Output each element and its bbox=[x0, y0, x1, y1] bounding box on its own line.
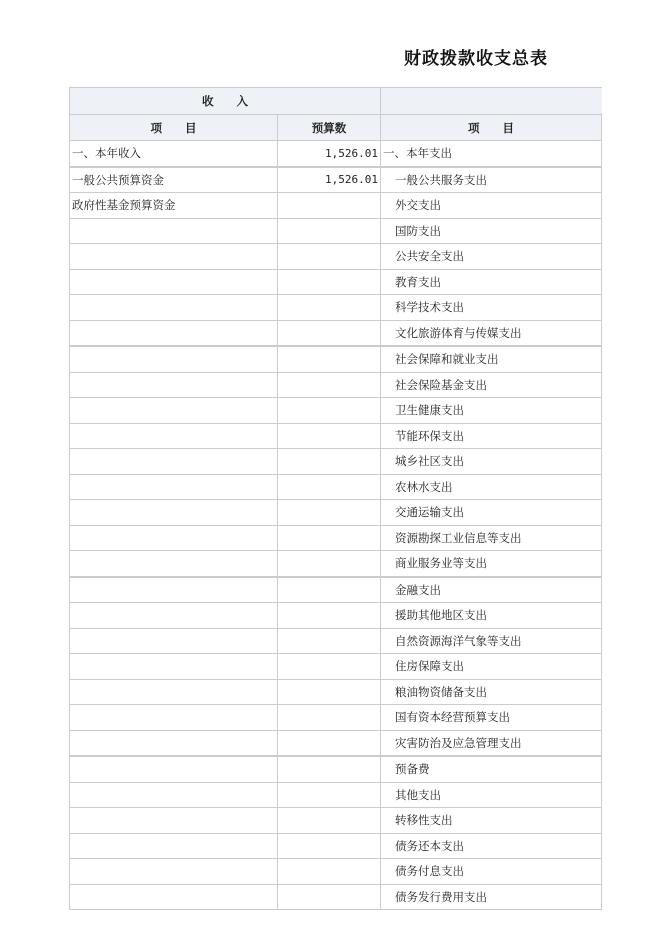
expense-item-cell: 商业服务业等支出 bbox=[381, 551, 602, 577]
table-row bbox=[70, 577, 602, 603]
income-group-header: 收 入 bbox=[70, 88, 381, 115]
income-item-cell bbox=[70, 730, 278, 756]
income-item-cell: 一般公共预算资金 bbox=[70, 167, 278, 193]
income-item-cell bbox=[70, 474, 278, 500]
expense-item-cell: 科学技术支出 bbox=[381, 295, 602, 321]
col-budget-header: 预算数 bbox=[278, 115, 381, 141]
budget-amount-cell: 1,526.01 bbox=[278, 141, 381, 167]
budget-amount-cell bbox=[278, 244, 381, 270]
expense-item-cell: 灾害防治及应急管理支出 bbox=[381, 730, 602, 756]
expense-item-cell: 其他支出 bbox=[381, 782, 602, 808]
budget-amount-cell bbox=[278, 449, 381, 475]
table-row bbox=[70, 141, 602, 167]
table-row bbox=[70, 808, 602, 834]
expense-item-cell: 金融支出 bbox=[381, 577, 602, 603]
table-row bbox=[70, 320, 602, 346]
income-item-cell bbox=[70, 628, 278, 654]
budget-amount-cell bbox=[278, 577, 381, 603]
expense-item-cell: 债务还本支出 bbox=[381, 833, 602, 859]
expense-item-cell: 文化旅游体育与传媒支出 bbox=[381, 320, 602, 346]
expense-item-cell: 国有资本经营预算支出 bbox=[381, 705, 602, 731]
income-item-cell bbox=[70, 679, 278, 705]
table-row bbox=[70, 679, 602, 705]
income-item-cell bbox=[70, 500, 278, 526]
table-row bbox=[70, 500, 602, 526]
income-item-cell bbox=[70, 603, 278, 629]
expense-item-cell: 援助其他地区支出 bbox=[381, 603, 602, 629]
income-item-cell bbox=[70, 756, 278, 782]
table-row bbox=[70, 193, 602, 219]
income-item-cell bbox=[70, 346, 278, 372]
income-item-cell bbox=[70, 218, 278, 244]
budget-amount-cell bbox=[278, 603, 381, 629]
budget-amount-cell bbox=[278, 808, 381, 834]
budget-amount-cell bbox=[278, 269, 381, 295]
income-item-cell bbox=[70, 884, 278, 910]
budget-amount-cell bbox=[278, 320, 381, 346]
expense-item-cell: 住房保障支出 bbox=[381, 654, 602, 680]
expense-item-cell: 农林水支出 bbox=[381, 474, 602, 500]
table-row bbox=[70, 525, 602, 551]
header-row-group bbox=[70, 88, 602, 115]
col-item-expense-header: 项 目 bbox=[381, 115, 602, 141]
table-row bbox=[70, 603, 602, 629]
expense-item-cell: 转移性支出 bbox=[381, 808, 602, 834]
income-item-cell bbox=[70, 577, 278, 603]
income-item-cell bbox=[70, 398, 278, 424]
expense-group-header bbox=[381, 88, 602, 115]
budget-amount-cell bbox=[278, 782, 381, 808]
budget-amount-cell bbox=[278, 193, 381, 219]
budget-amount-cell bbox=[278, 346, 381, 372]
budget-amount-cell bbox=[278, 474, 381, 500]
table-row bbox=[70, 884, 602, 910]
expense-item-cell: 国防支出 bbox=[381, 218, 602, 244]
budget-amount-cell bbox=[278, 628, 381, 654]
table-row bbox=[70, 269, 602, 295]
expense-item-cell: 粮油物资储备支出 bbox=[381, 679, 602, 705]
table-row bbox=[70, 372, 602, 398]
expense-item-cell: 一、本年支出 bbox=[381, 141, 602, 167]
table-row bbox=[70, 167, 602, 193]
income-item-cell bbox=[70, 320, 278, 346]
income-item-cell bbox=[70, 654, 278, 680]
table-row bbox=[70, 756, 602, 782]
income-item-cell bbox=[70, 859, 278, 885]
table-row bbox=[70, 474, 602, 500]
expense-item-cell: 交通运输支出 bbox=[381, 500, 602, 526]
income-item-cell bbox=[70, 269, 278, 295]
income-item-cell bbox=[70, 808, 278, 834]
budget-amount-cell bbox=[278, 372, 381, 398]
income-item-cell bbox=[70, 551, 278, 577]
expense-item-cell: 预备费 bbox=[381, 756, 602, 782]
budget-amount-cell bbox=[278, 218, 381, 244]
table-row bbox=[70, 859, 602, 885]
income-item-cell bbox=[70, 782, 278, 808]
page-title: 财政拨款收支总表 bbox=[404, 49, 548, 69]
table-row bbox=[70, 551, 602, 577]
budget-amount-cell bbox=[278, 756, 381, 782]
budget-amount-cell bbox=[278, 679, 381, 705]
table-row bbox=[70, 833, 602, 859]
income-item-cell bbox=[70, 705, 278, 731]
expense-item-cell: 债务发行费用支出 bbox=[381, 884, 602, 910]
budget-amount-cell bbox=[278, 833, 381, 859]
income-item-cell bbox=[70, 295, 278, 321]
budget-amount-cell bbox=[278, 859, 381, 885]
header-row-columns bbox=[70, 115, 602, 141]
budget-amount-cell: 1,526.01 bbox=[278, 167, 381, 193]
expense-item-cell: 社会保障和就业支出 bbox=[381, 346, 602, 372]
table-row bbox=[70, 295, 602, 321]
table-row bbox=[70, 244, 602, 270]
expense-item-cell: 社会保险基金支出 bbox=[381, 372, 602, 398]
budget-amount-cell bbox=[278, 551, 381, 577]
table-row bbox=[70, 705, 602, 731]
expense-item-cell: 城乡社区支出 bbox=[381, 449, 602, 475]
income-item-cell bbox=[70, 833, 278, 859]
budget-amount-cell bbox=[278, 884, 381, 910]
income-item-cell: 一、本年收入 bbox=[70, 141, 278, 167]
table-row bbox=[70, 423, 602, 449]
income-item-cell bbox=[70, 372, 278, 398]
budget-amount-cell bbox=[278, 398, 381, 424]
table-row bbox=[70, 449, 602, 475]
table-row bbox=[70, 346, 602, 372]
expense-item-cell: 卫生健康支出 bbox=[381, 398, 602, 424]
finance-table bbox=[69, 87, 602, 910]
table-row bbox=[70, 730, 602, 756]
budget-amount-cell bbox=[278, 654, 381, 680]
income-item-cell: 政府性基金预算资金 bbox=[70, 193, 278, 219]
income-item-cell bbox=[70, 449, 278, 475]
expense-item-cell: 节能环保支出 bbox=[381, 423, 602, 449]
budget-amount-cell bbox=[278, 705, 381, 731]
expense-item-cell: 自然资源海洋气象等支出 bbox=[381, 628, 602, 654]
budget-amount-cell bbox=[278, 730, 381, 756]
budget-amount-cell bbox=[278, 423, 381, 449]
table-row bbox=[70, 782, 602, 808]
table-row bbox=[70, 398, 602, 424]
table-row bbox=[70, 218, 602, 244]
table-row bbox=[70, 628, 602, 654]
budget-amount-cell bbox=[278, 295, 381, 321]
expense-item-cell: 债务付息支出 bbox=[381, 859, 602, 885]
income-item-cell bbox=[70, 244, 278, 270]
budget-amount-cell bbox=[278, 500, 381, 526]
income-item-cell bbox=[70, 423, 278, 449]
budget-amount-cell bbox=[278, 525, 381, 551]
table-row bbox=[70, 654, 602, 680]
expense-item-cell: 教育支出 bbox=[381, 269, 602, 295]
expense-item-cell: 一般公共服务支出 bbox=[381, 167, 602, 193]
col-item-header: 项 目 bbox=[70, 115, 278, 141]
income-item-cell bbox=[70, 525, 278, 551]
expense-item-cell: 资源勘探工业信息等支出 bbox=[381, 525, 602, 551]
expense-item-cell: 外交支出 bbox=[381, 193, 602, 219]
expense-item-cell: 公共安全支出 bbox=[381, 244, 602, 270]
